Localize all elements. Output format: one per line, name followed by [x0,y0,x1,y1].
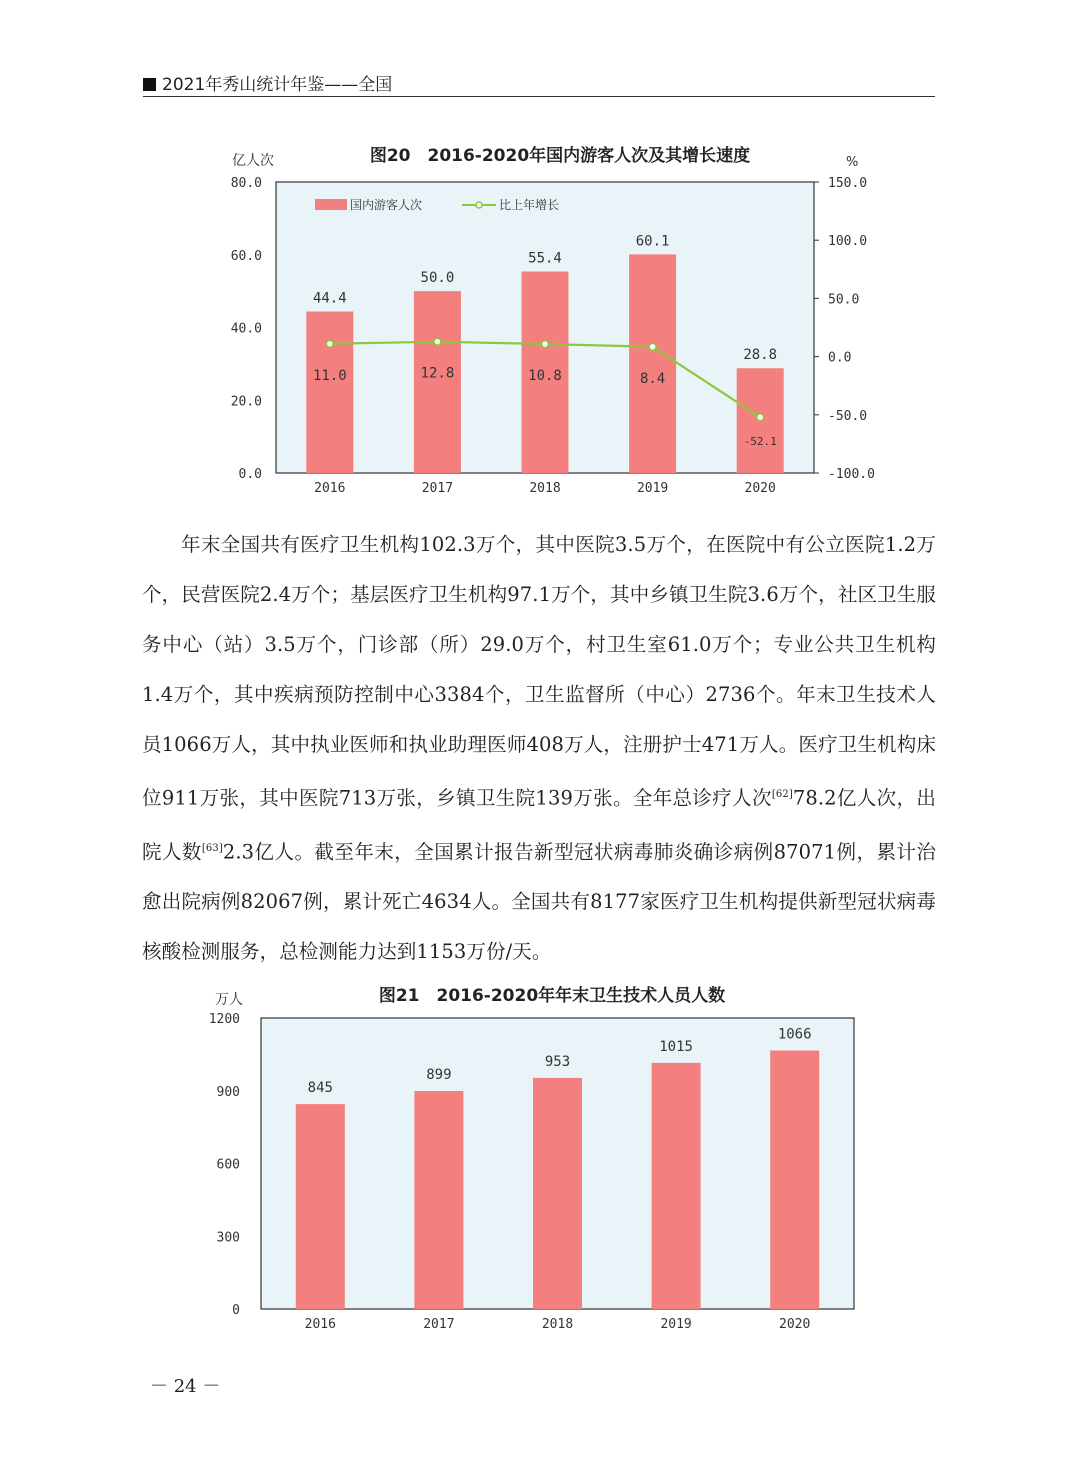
bar-value-label: 44.4 [312,290,347,307]
x-tick-label: 2016 [314,481,346,496]
bar-value-label: 55.4 [528,250,562,267]
left-tick-label: 60.0 [230,248,262,264]
right-tick-label: 50.0 [828,292,860,308]
bar-value-label: 1015 [659,1038,693,1055]
legend-bar-label: 国内游客人次 [350,198,423,212]
growth-value-label: -52.1 [743,435,777,449]
figure-20 [200,138,900,500]
bar-value-label: 953 [544,1053,571,1070]
left-tick-label: 900 [216,1084,240,1100]
growth-value-label: 10.8 [528,368,562,385]
figure-21-left-axis [209,1012,240,1318]
x-tick-label: 2018 [529,481,561,496]
growth-point [649,343,656,350]
bar [770,1050,819,1309]
bar [414,1091,463,1309]
legend-line-marker [476,202,482,208]
growth-value-label: 8.4 [639,370,666,387]
right-tick-label: -100.0 [828,467,875,482]
bar-value-label: 899 [426,1066,452,1083]
left-tick-label: 300 [216,1230,240,1246]
growth-point [542,341,549,348]
right-tick-label: 150.0 [828,176,868,191]
left-tick-label: 20.0 [230,394,262,410]
x-tick-label: 2019 [636,481,669,496]
left-tick-label: 0 [232,1303,240,1318]
figure-21-title: 图21 2016-2020年年末卫生技术人员人数 [378,986,726,1006]
bar [629,254,676,473]
bar [414,291,461,473]
x-tick-label: 2016 [304,1317,336,1332]
bar-value-label: 60.1 [635,233,670,250]
bar-value-label: 1066 [777,1026,812,1043]
growth-point [757,414,764,421]
body-paragraph [142,520,936,977]
running-header [143,70,935,97]
bar-value-label: 845 [307,1080,333,1097]
x-tick-label: 2018 [541,1317,574,1332]
figure-20-left-unit: 亿人次 [232,153,274,169]
bar [533,1078,582,1309]
footnote-ref-62[interactable]: [62] [771,789,793,800]
growth-value-label: 11.0 [312,367,347,384]
left-tick-label: 40.0 [230,321,262,337]
growth-point [326,340,333,347]
bar [652,1063,701,1309]
figure-21-left-unit: 万人 [215,992,243,1008]
left-tick-label: 600 [216,1157,240,1173]
x-tick-label: 2017 [421,481,454,496]
bar-value-label: 28.8 [743,347,778,364]
header-square-mark [143,78,156,91]
figure-21-x-axis [305,1317,811,1332]
legend-bar-swatch [315,199,347,210]
figure-20-right-unit: % [846,155,859,170]
right-tick-label: -50.0 [828,408,868,424]
x-tick-label: 2020 [744,481,776,496]
figure-20-x-axis [314,481,776,496]
left-tick-label: 80.0 [230,176,262,191]
header-text: 2021年秀山统计年鉴——全国 [162,75,393,95]
body-text-1: 年末全国共有医疗卫生机构102.3万个，其中医院3.5万个，在医院中有公立医院1.2万个，民营医院2.4万个；基层医疗卫生机构97.1万个，其中乡镇卫生院3.6万个，社区卫生服务中心（站）3.5万个，门诊部（所）29.0万个，村卫生室61.0万个；专业公共卫生机构1.4万个，其中疾病预防控制中心3384个，卫生监督所（中心）2736个。年末卫生技术人员1066万人，其中执业医师和执业助理医师408万人，注册护士471万人。医疗卫生机构床位911万张，其中医院713万张，乡镇卫生院139万张。全年总诊疗人次 [142,533,936,810]
x-tick-label: 2019 [660,1317,692,1332]
bar [306,311,353,473]
growth-value-label: 12.8 [420,365,455,382]
right-tick-label: 100.0 [828,234,868,250]
growth-point [434,338,441,345]
right-tick-label: 0.0 [828,350,852,366]
left-tick-label: 0.0 [238,467,262,482]
figure-20-left-axis [231,176,262,482]
legend-line-label: 比上年增长 [499,198,560,212]
body-text-2: 78.2亿人次，出院人数 [142,786,936,863]
bar [296,1104,345,1309]
x-tick-label: 2017 [423,1317,455,1332]
x-tick-label: 2020 [779,1317,811,1332]
left-tick-label: 1200 [208,1012,240,1027]
figure-20-title: 图20 2016-2020年国内游客人次及其增长速度 [369,146,751,166]
body-text-3: 2.3亿人。截至年末，全国累计报告新型冠状病毒肺炎确诊病例87071例，累计治愈出院病例82067例，累计死亡4634人。全国共有8177家医疗卫生机构提供新型冠状病毒核酸检测服务，总检测能力达到1153万份/天。 [142,840,936,963]
page-number: － 24 － [150,1376,221,1397]
footnote-ref-63[interactable]: [63] [201,842,223,854]
bar-value-label: 50.0 [420,270,455,287]
figure-21 [195,978,895,1340]
figure-20-right-axis [814,176,875,482]
